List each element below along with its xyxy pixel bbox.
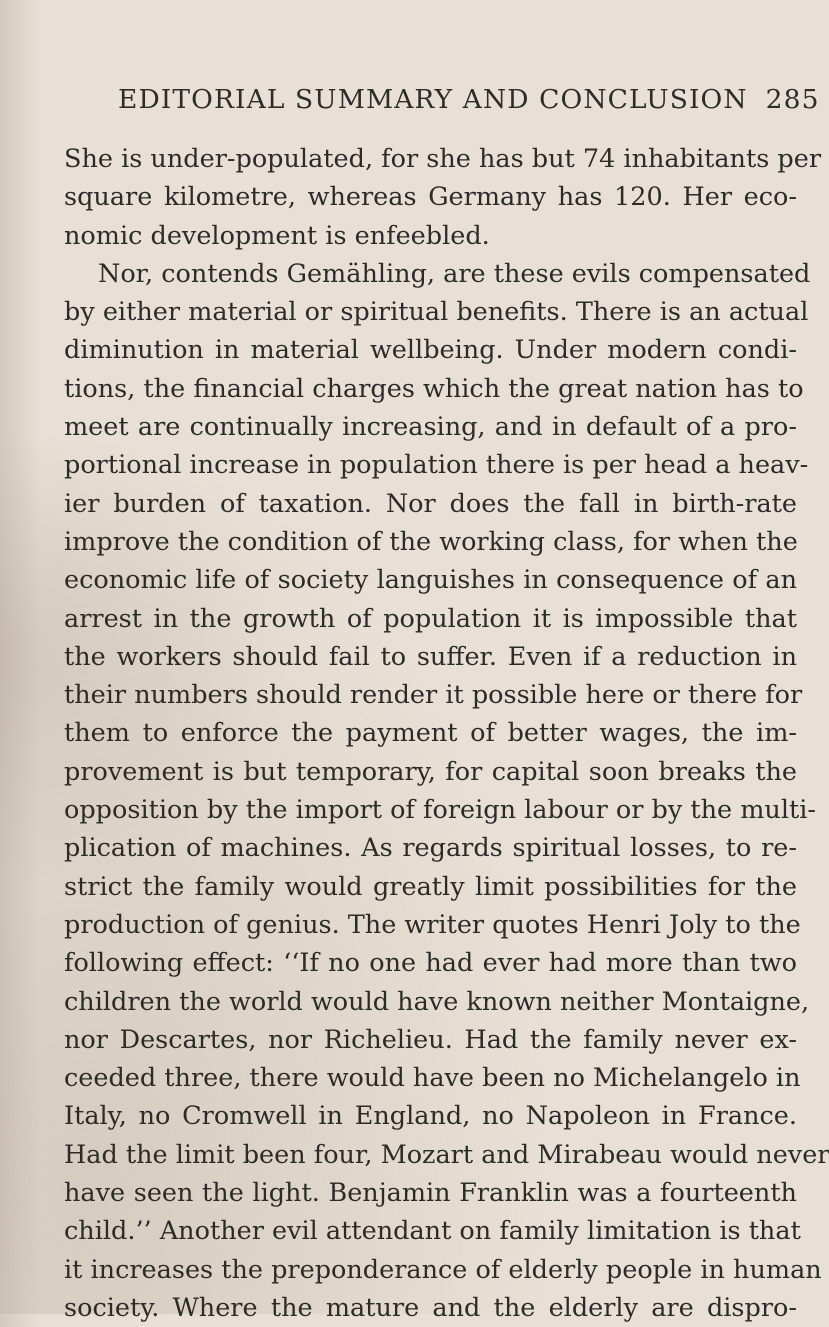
text-line: children the world would have known neither Montaigne,: [64, 986, 810, 1017]
text-line: following effect: ‘‘If no one had ever had more than two: [64, 948, 797, 979]
text-line: the workers should fail to suffer. Even if a reduction in: [64, 641, 797, 672]
text-line: improve the condition of the working class, for when the: [64, 526, 798, 557]
text-line: have seen the light. Benjamin Franklin was a fourteenth: [64, 1178, 797, 1209]
running-head: [118, 84, 820, 115]
text-line: opposition by the import of foreign labour or by the multi-: [64, 795, 816, 826]
body-text: [64, 140, 829, 1327]
text-line: She is under-populated, for she has but 74 inhabitants per: [64, 144, 822, 174]
text-line: nor Descartes, nor Richelieu. Had the family never ex-: [64, 1024, 797, 1055]
text-line: meet are continually increasing, and in default of a pro-: [64, 412, 797, 443]
running-title: EDITORIAL SUMMARY AND CONCLUSION: [118, 84, 748, 115]
text-line: them to enforce the payment of better wages, the im-: [64, 718, 797, 749]
text-line: Nor, contends Gemähling, are these evils compensated: [98, 258, 811, 289]
text-line: society. Where the mature and the elderly are dispro-: [64, 1292, 797, 1323]
text-line: arrest in the growth of population it is impossible that: [64, 603, 797, 634]
text-line: plication of machines. As regards spiritual losses, to re-: [64, 833, 797, 864]
text-line: child.’’ Another evil attendant on family limitation is that: [64, 1216, 801, 1247]
text-line: ceeded three, there would have been no Michelangelo in: [64, 1063, 801, 1094]
text-line: square kilometre, whereas Germany has 120. Her eco-: [64, 182, 797, 213]
text-line: by either material or spiritual benefits. There is an actual: [64, 297, 809, 328]
text-line: Italy, no Cromwell in England, no Napoleon in France.: [64, 1101, 797, 1132]
page-number: 285: [765, 84, 820, 115]
text-line: portional increase in population there is per head a heav-: [64, 450, 809, 481]
text-line: nomic development is enfeebled.: [64, 220, 490, 251]
text-line: economic life of society languishes in consequence of an: [64, 565, 797, 596]
text-line: strict the family would greatly limit possibilities for the: [64, 871, 797, 902]
text-line: production of genius. The writer quotes Henri Joly to the: [64, 909, 801, 940]
text-line: ier burden of taxation. Nor does the fall in birth-rate: [64, 488, 797, 519]
text-line: Had the limit been four, Mozart and Mirabeau would never: [64, 1139, 829, 1170]
text-line: their numbers should render it possible here or there for: [64, 680, 803, 711]
text-line: it increases the preponderance of elderly people in human: [64, 1254, 822, 1285]
text-line: diminution in material wellbeing. Under modern condi-: [64, 335, 797, 366]
text-line: provement is but temporary, for capital soon breaks the: [64, 756, 797, 787]
text-line: tions, the financial charges which the great nation has to: [64, 373, 804, 404]
